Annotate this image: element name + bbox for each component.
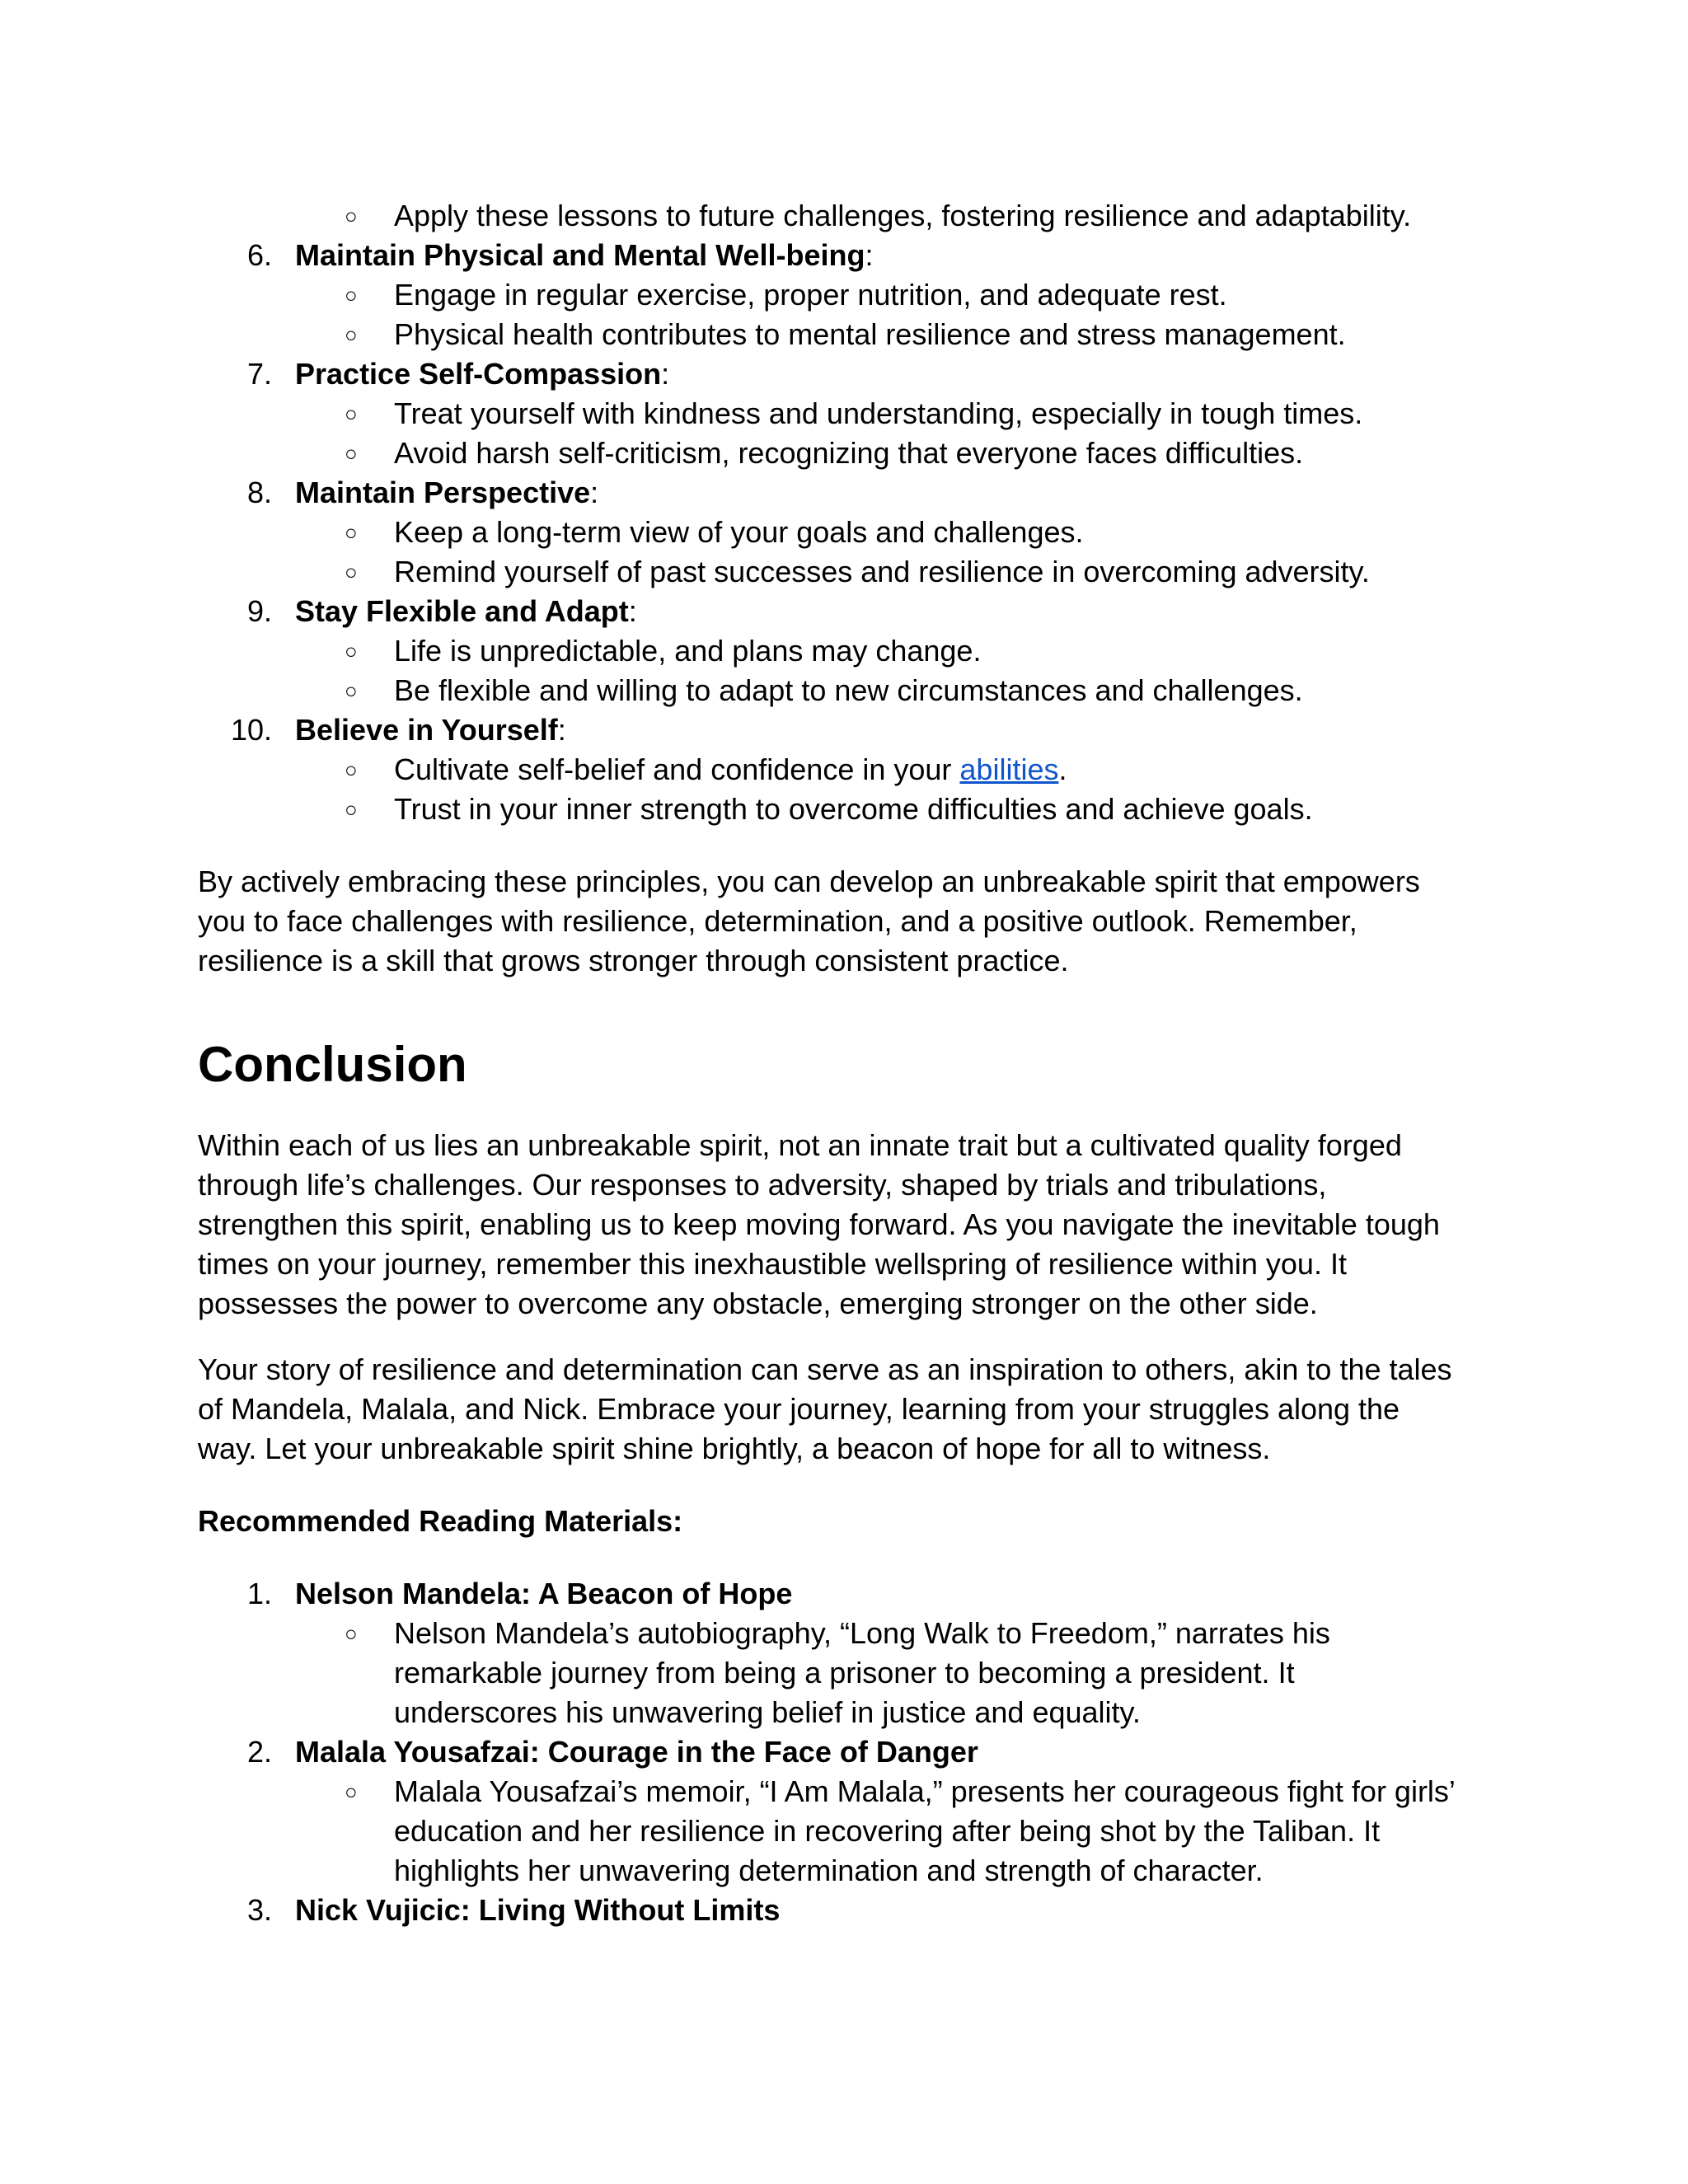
reading-item-title: Nick Vujicic: Living Without Limits	[295, 1893, 781, 1927]
sub-bullet-marker: ○	[345, 639, 358, 663]
list-sub-item: Be flexible and willing to adapt to new circumstances and challenges.	[394, 673, 1303, 707]
sub-bullet-marker: ○	[345, 520, 358, 545]
sub-bullet-marker: ○	[345, 797, 358, 822]
list-number: 9.	[246, 594, 272, 628]
list-item-title: Practice Self-Compassion:	[295, 357, 670, 391]
sub-bullet-marker: ○	[345, 441, 358, 466]
list-number: 7.	[246, 357, 272, 391]
sub-bullet-marker: ○	[345, 1621, 358, 1646]
list-sub-item: Physical health contributes to mental resilience and stress management.	[394, 317, 1346, 351]
list-item-title: Maintain Physical and Mental Well-being:	[295, 238, 874, 272]
list-sub-item: Remind yourself of past successes and resilience in overcoming adversity.	[394, 555, 1370, 588]
paragraph-line: of Mandela, Malala, and Nick. Embrace your journey, learning from your struggles along the	[198, 1392, 1400, 1426]
paragraph-line: strengthen this spirit, enabling us to keep moving forward. As you navigate the inevitable tough	[198, 1207, 1440, 1241]
paragraph-line: way. Let your unbreakable spirit shine brightly, a beacon of hope for all to witness.	[198, 1432, 1271, 1465]
sub-bullet-marker: ○	[345, 678, 358, 703]
sub-bullet-marker: ○	[345, 283, 358, 307]
paragraph-line: resilience is a skill that grows stronger through consistent practice.	[198, 944, 1069, 977]
sub-bullet-marker: ○	[345, 757, 358, 782]
abilities-link[interactable]: abilities	[959, 752, 1059, 786]
list-sub-item: Cultivate self-belief and confidence in your abilities.	[394, 752, 1067, 786]
list-number: 10.	[230, 713, 272, 747]
reading-heading: Recommended Reading Materials:	[198, 1504, 683, 1538]
sub-bullet-marker: ○	[345, 401, 358, 426]
list-sub-item: Treat yourself with kindness and understanding, especially in tough times.	[394, 396, 1363, 430]
list-number: 2.	[246, 1735, 272, 1769]
paragraph-line: Your story of resilience and determination can serve as an inspiration to others, akin to the tales	[198, 1352, 1452, 1386]
sub-bullet-marker: ○	[345, 560, 358, 584]
paragraph-line: By actively embracing these principles, you can develop an unbreakable spirit that empowers	[198, 865, 1420, 898]
paragraph-line: possesses the power to overcome any obstacle, emerging stronger on the other side.	[198, 1286, 1318, 1320]
list-sub-item: Keep a long-term view of your goals and challenges.	[394, 515, 1084, 549]
reading-description-line: Malala Yousafzai’s memoir, “I Am Malala,” presents her courageous fight for girls’	[394, 1774, 1456, 1808]
sub-bullet-marker: ○	[345, 1779, 358, 1804]
reading-description-line: remarkable journey from being a prisoner to becoming a president. It	[394, 1656, 1295, 1690]
reading-description-line: education and her resilience in recovering after being shot by the Taliban. It	[394, 1814, 1381, 1848]
paragraph-line: through life’s challenges. Our responses to adversity, shaped by trials and tribulations,	[198, 1168, 1327, 1202]
list-sub-item: Life is unpredictable, and plans may change.	[394, 634, 982, 668]
list-number: 6.	[246, 238, 272, 272]
list-sub-item: Avoid harsh self-criticism, recognizing that everyone faces difficulties.	[394, 436, 1304, 470]
list-sub-item: Trust in your inner strength to overcome difficulties and achieve goals.	[394, 792, 1313, 826]
reading-item-title: Nelson Mandela: A Beacon of Hope	[295, 1577, 793, 1610]
paragraph-line: you to face challenges with resilience, determination, and a positive outlook. Remember,	[198, 904, 1357, 938]
sub-bullet-marker: ○	[345, 322, 358, 347]
reading-description-line: Nelson Mandela’s autobiography, “Long Walk to Freedom,” narrates his	[394, 1616, 1330, 1650]
reading-description-line: highlights her unwavering determination and strength of character.	[394, 1854, 1264, 1887]
paragraph-line: times on your journey, remember this inexhaustible wellspring of resilience within you. It	[198, 1247, 1347, 1281]
reading-item-title: Malala Yousafzai: Courage in the Face of Danger	[295, 1735, 978, 1769]
paragraph-line: Within each of us lies an unbreakable spirit, not an innate trait but a cultivated quality forged	[198, 1128, 1402, 1162]
section-heading: Conclusion	[198, 1037, 467, 1092]
list-sub-item: Apply these lessons to future challenges, fostering resilience and adaptability.	[394, 199, 1412, 232]
list-number: 1.	[246, 1577, 272, 1610]
list-item-title: Maintain Perspective:	[295, 476, 599, 509]
sub-bullet-marker: ○	[345, 204, 358, 228]
list-item-title: Stay Flexible and Adapt:	[295, 594, 637, 628]
list-number: 3.	[246, 1893, 272, 1927]
reading-description-line: underscores his unwavering belief in justice and equality.	[394, 1695, 1141, 1729]
list-sub-item: Engage in regular exercise, proper nutrition, and adequate rest.	[394, 278, 1227, 312]
list-item-title: Believe in Yourself:	[295, 713, 566, 747]
list-number: 8.	[246, 476, 272, 509]
